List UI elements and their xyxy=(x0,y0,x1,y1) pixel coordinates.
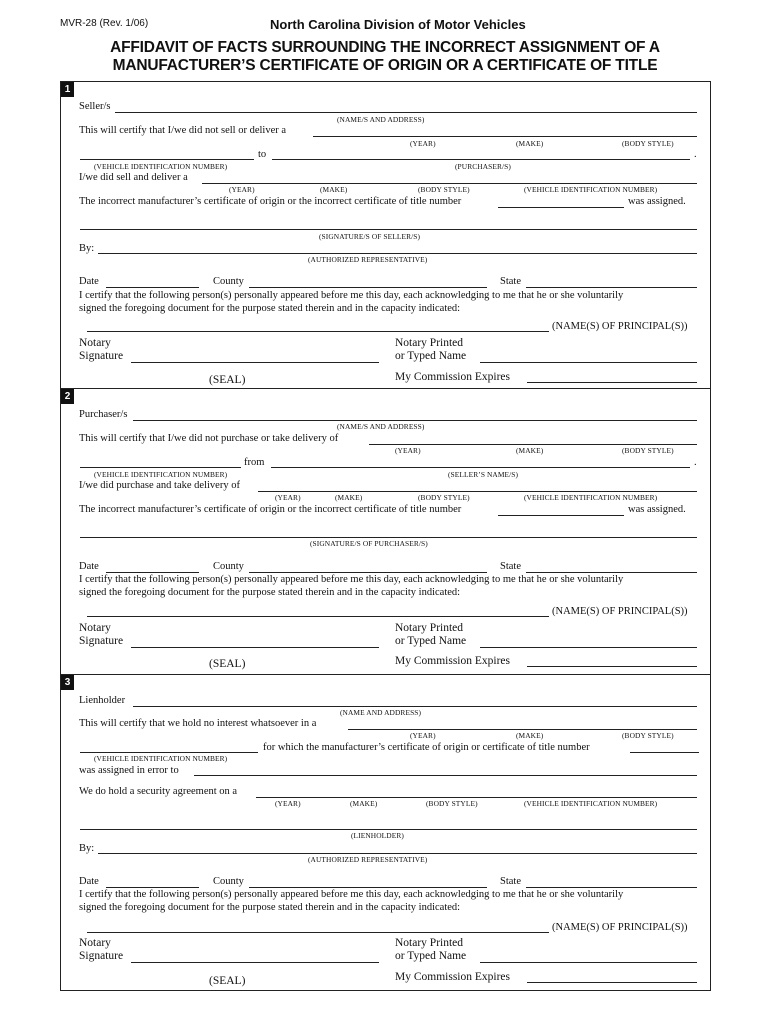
commission-label: My Commission Expires xyxy=(395,371,511,383)
vehicle-field[interactable] xyxy=(256,797,697,798)
typed-name-label: or Typed Name xyxy=(395,950,467,962)
incorrect-line-text: The incorrect manufacturer’s certificate of origin or the incorrect certificate of title number xyxy=(79,196,462,207)
year-caption: (YEAR) xyxy=(275,493,301,502)
vin-caption: (VEHICLE IDENTIFICATION NUMBER) xyxy=(94,470,228,479)
county-label: County xyxy=(213,561,244,572)
for-which-text: for which the manufacturer’s certificate of origin or certificate of title number xyxy=(263,742,590,753)
assigned-to-field[interactable] xyxy=(194,775,697,776)
notary-label: Notary xyxy=(79,337,111,349)
title-number-field[interactable] xyxy=(630,752,699,753)
vin-field[interactable] xyxy=(80,467,241,468)
seller-signature-field[interactable] xyxy=(80,229,697,230)
by-label: By: xyxy=(79,843,95,854)
notary-label: Notary xyxy=(79,937,111,949)
notary-printed-label: Notary Printed xyxy=(395,622,464,634)
authorized-rep-field[interactable] xyxy=(98,253,697,254)
from-text: from xyxy=(244,457,265,468)
commission-field[interactable] xyxy=(527,666,697,667)
vehicle-field[interactable] xyxy=(258,491,697,492)
title-number-field[interactable] xyxy=(498,515,624,516)
year-caption: (YEAR) xyxy=(229,185,255,194)
purchaser-label: Purchaser/s xyxy=(79,409,128,420)
year-caption: (YEAR) xyxy=(410,731,436,740)
make-caption: (MAKE) xyxy=(335,493,363,502)
body-style-caption: (BODY STYLE) xyxy=(418,493,470,502)
period: . xyxy=(694,457,697,468)
commission-field[interactable] xyxy=(527,982,697,983)
section2-number: 2 xyxy=(61,389,74,404)
body-style-caption: (BODY STYLE) xyxy=(622,139,674,148)
lienholder-signature-field[interactable] xyxy=(80,829,697,830)
principals-caption: (NAME(S) OF PRINCIPAL(S)) xyxy=(552,922,688,933)
date-field[interactable] xyxy=(106,572,199,573)
notary-signature-field[interactable] xyxy=(131,362,379,363)
signature-caption: (SIGNATURE/S OF PURCHASER/S) xyxy=(310,539,428,548)
not-sell-text: This will certify that I/we did not sell or deliver a xyxy=(79,125,287,136)
make-caption: (MAKE) xyxy=(516,139,544,148)
lienholder-caption: (LIENHOLDER) xyxy=(351,831,404,840)
principals-caption: (NAME(S) OF PRINCIPAL(S)) xyxy=(552,606,688,617)
not-purchase-text: This will certify that I/we did not purchase or take delivery of xyxy=(79,433,339,444)
vin-caption: (VEHICLE IDENTIFICATION NUMBER) xyxy=(94,162,228,171)
certify-text: signed the foregoing document for the purpose stated therein and in the capacity indicated: xyxy=(79,587,461,598)
signature-label: Signature xyxy=(79,635,124,647)
certify-text: signed the foregoing document for the purpose stated therein and in the capacity indicated: xyxy=(79,303,461,314)
date-label: Date xyxy=(79,561,99,572)
authorized-rep-caption: (AUTHORIZED REPRESENTATIVE) xyxy=(308,855,428,864)
by-label: By: xyxy=(79,243,95,254)
principals-field[interactable] xyxy=(87,932,549,933)
county-label: County xyxy=(213,876,244,887)
year-caption: (YEAR) xyxy=(395,446,421,455)
authorized-rep-field[interactable] xyxy=(98,853,697,854)
commission-label: My Commission Expires xyxy=(395,655,511,667)
state-label: State xyxy=(500,561,521,572)
agency-name: North Carolina Division of Motor Vehicles xyxy=(270,17,526,32)
vehicle-field[interactable] xyxy=(313,136,697,137)
state-label: State xyxy=(500,276,521,287)
principals-caption: (NAME(S) OF PRINCIPAL(S)) xyxy=(552,321,688,332)
authorized-rep-caption: (AUTHORIZED REPRESENTATIVE) xyxy=(308,255,428,264)
notary-name-field[interactable] xyxy=(480,962,697,963)
was-assigned-text: was assigned. xyxy=(628,504,686,515)
seal-label: (SEAL) xyxy=(209,975,246,987)
period: . xyxy=(694,149,697,160)
sellers-name-caption: (SELLER’S NAME/S) xyxy=(448,470,519,479)
county-field[interactable] xyxy=(249,287,487,288)
vin-caption: (VEHICLE IDENTIFICATION NUMBER) xyxy=(524,493,658,502)
vin-caption: (VEHICLE IDENTIFICATION NUMBER) xyxy=(94,754,228,763)
seller-label: Seller/s xyxy=(79,101,111,112)
state-label: State xyxy=(500,876,521,887)
vehicle-field[interactable] xyxy=(348,729,697,730)
section-divider xyxy=(60,674,710,675)
county-field[interactable] xyxy=(249,887,487,888)
state-field[interactable] xyxy=(526,572,697,573)
body-style-caption: (BODY STYLE) xyxy=(622,731,674,740)
lienholder-name-field[interactable] xyxy=(133,706,697,707)
section-divider xyxy=(60,388,710,389)
security-agreement-text: We do hold a security agreement on a xyxy=(79,786,238,797)
name-address-caption: (NAME AND ADDRESS) xyxy=(340,708,422,717)
notary-signature-field[interactable] xyxy=(131,962,379,963)
principals-field[interactable] xyxy=(87,616,549,617)
make-caption: (MAKE) xyxy=(516,446,544,455)
vehicle-field[interactable] xyxy=(369,444,697,445)
make-caption: (MAKE) xyxy=(350,799,378,808)
names-address-caption: (NAME/S AND ADDRESS) xyxy=(337,422,425,431)
purchaser-signature-field[interactable] xyxy=(80,537,697,538)
form-title-line1: AFFIDAVIT OF FACTS SURROUNDING THE INCORRECT ASSIGNMENT OF A xyxy=(110,39,660,56)
title-number-field[interactable] xyxy=(498,207,624,208)
year-caption: (YEAR) xyxy=(275,799,301,808)
notary-printed-label: Notary Printed xyxy=(395,937,464,949)
notary-name-field[interactable] xyxy=(480,362,697,363)
certify-text: I certify that the following person(s) personally appeared before me this day, each acknowledging to me that he or she voluntarily xyxy=(79,290,624,301)
seal-label: (SEAL) xyxy=(209,374,246,386)
body-style-caption: (BODY STYLE) xyxy=(418,185,470,194)
to-text: to xyxy=(258,149,267,160)
state-field[interactable] xyxy=(526,887,697,888)
notary-label: Notary xyxy=(79,622,111,634)
year-caption: (YEAR) xyxy=(410,139,436,148)
typed-name-label: or Typed Name xyxy=(395,350,467,362)
was-assigned-text: was assigned. xyxy=(628,196,686,207)
signature-caption: (SIGNATURE/S OF SELLER/S) xyxy=(319,232,421,241)
section1-number: 1 xyxy=(61,82,74,97)
seal-label: (SEAL) xyxy=(209,658,246,670)
commission-field[interactable] xyxy=(527,382,697,383)
form-title-line2: MANUFACTURER’S CERTIFICATE OF ORIGIN OR A CERTIFICATE OF TITLE xyxy=(112,57,658,74)
principals-field[interactable] xyxy=(87,331,549,332)
purchaser-caption: (PURCHASER/S) xyxy=(455,162,511,171)
make-caption: (MAKE) xyxy=(516,731,544,740)
vehicle-field[interactable] xyxy=(202,183,697,184)
make-caption: (MAKE) xyxy=(320,185,348,194)
date-field[interactable] xyxy=(106,287,199,288)
typed-name-label: or Typed Name xyxy=(395,635,467,647)
no-interest-text: This will certify that we hold no interest whatsoever in a xyxy=(79,718,317,729)
seller-name-field[interactable] xyxy=(115,112,697,113)
county-field[interactable] xyxy=(249,572,487,573)
seller-name-field[interactable] xyxy=(271,467,690,468)
date-field[interactable] xyxy=(106,887,199,888)
vin-field[interactable] xyxy=(80,752,258,753)
purchaser-name-field[interactable] xyxy=(133,420,697,421)
vin-field[interactable] xyxy=(80,159,254,160)
signature-label: Signature xyxy=(79,950,124,962)
date-label: Date xyxy=(79,276,99,287)
notary-signature-field[interactable] xyxy=(131,647,379,648)
vin-caption: (VEHICLE IDENTIFICATION NUMBER) xyxy=(524,799,658,808)
certify-text: I certify that the following person(s) personally appeared before me this day, each acknowledging to me that he or she voluntarily xyxy=(79,889,624,900)
notary-name-field[interactable] xyxy=(480,647,697,648)
body-style-caption: (BODY STYLE) xyxy=(426,799,478,808)
section3-number: 3 xyxy=(61,675,74,690)
assigned-in-error-text: was assigned in error to xyxy=(79,765,179,776)
purchaser-field[interactable] xyxy=(272,159,690,160)
notary-printed-label: Notary Printed xyxy=(395,337,464,349)
commission-label: My Commission Expires xyxy=(395,971,511,983)
form-id: MVR-28 (Rev. 1/06) xyxy=(60,18,149,29)
county-label: County xyxy=(213,276,244,287)
state-field[interactable] xyxy=(526,287,697,288)
date-label: Date xyxy=(79,876,99,887)
body-style-caption: (BODY STYLE) xyxy=(622,446,674,455)
vin-caption: (VEHICLE IDENTIFICATION NUMBER) xyxy=(524,185,658,194)
names-address-caption: (NAME/S AND ADDRESS) xyxy=(337,115,425,124)
lienholder-label: Lienholder xyxy=(79,695,126,706)
did-purchase-text: I/we did purchase and take delivery of xyxy=(79,480,240,491)
certify-text: signed the foregoing document for the purpose stated therein and in the capacity indicated: xyxy=(79,902,461,913)
certify-text: I certify that the following person(s) personally appeared before me this day, each acknowledging to me that he or she voluntarily xyxy=(79,574,624,585)
signature-label: Signature xyxy=(79,350,124,362)
incorrect-line-text: The incorrect manufacturer’s certificate of origin or the incorrect certificate of title number xyxy=(79,504,462,515)
did-sell-text: I/we did sell and deliver a xyxy=(79,172,188,183)
